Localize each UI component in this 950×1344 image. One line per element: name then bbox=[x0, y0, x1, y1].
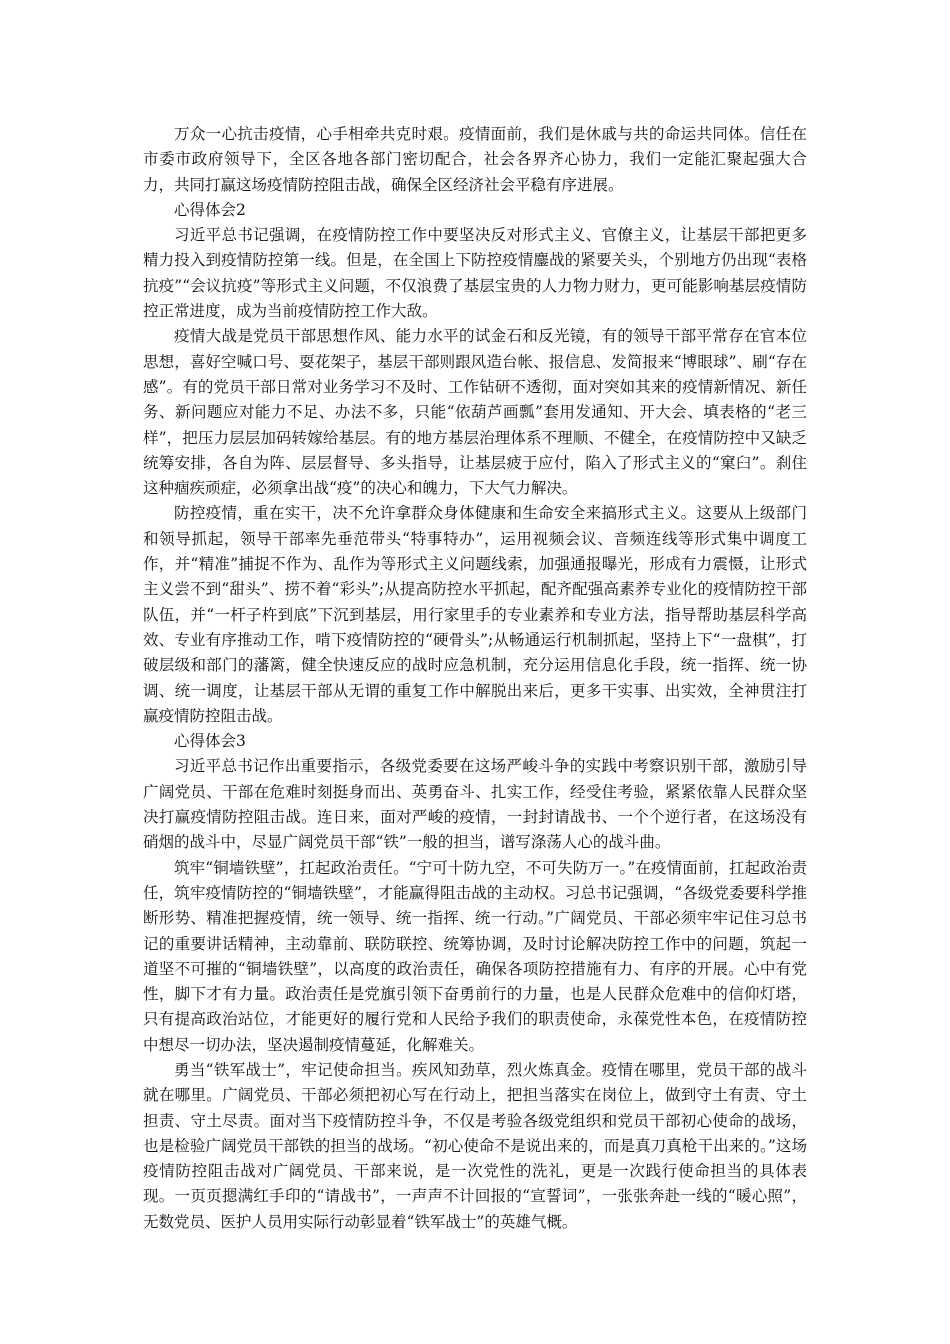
paragraph: 防控疫情，重在实干，决不允许拿群众身体健康和生命安全来搞形式主义。这要从上级部门和领导抓起，领导干部率先垂范带头“特事特办”，运用视频会议、音频连线等形式集中调度工作，并“精准”捕捉不作为、乱作为等形式主义问题线索，加强通报曝光，形成有力震慑，让形式主义尝不到“甜头”、捞不着“彩头”;从提高防控水平抓起，配齐配强高素养专业化的疫情防控干部队伍，并“一杆子杵到底”下沉到基层，用行家里手的专业素养和专业方法，指导帮助基层科学高效、专业有序推动工作，啃下疫情防控的“硬骨头”;从畅通运行机制抓起，坚持上下“一盘棋”，打破层级和部门的藩篱，健全快速反应的战时应急机制，充分运用信息化手段，统一指挥、统一协调、统一调度，让基层干部从无谓的重复工作中解脱出来后，更多干实事、出实效，全神贯注打赢疫情防控阻击战。 bbox=[143, 504, 807, 725]
paragraph: 筑牢“铜墙铁壁”，扛起政治责任。“宁可十防九空，不可失防万一。”在疫情面前，扛起政治责任，筑牢疫情防控的“铜墙铁壁”，才能赢得阻击战的主动权。习总书记强调，“各级党委要科学推断形势、精准把握疫情，统一领导、统一指挥、统一行动。”广阔党员、干部必须牢牢记住习总书记的重要讲话精神，主动靠前、联防联控、统筹协调，及时讨论解决防控工作中的问题，筑起一道坚不可摧的“铜墙铁壁”，以高度的政治责任，确保各项防控措施有力、有序的开展。心中有党性，脚下才有力量。政治责任是党旗引领下奋勇前行的力量，也是人民群众危难中的信仰灯塔，只有提高政治站位，才能更好的履行党和人民给予我们的职责使命，永葆党性本色，在疫情防控中想尽一切办法，坚决遏制疫情蔓延，化解难关。 bbox=[143, 858, 807, 1054]
paragraph: 万众一心抗击疫情，心手相牵共克时艰。疫情面前，我们是休戚与共的命运共同体。信任在市委市政府领导下，全区各地各部门密切配合，社会各界齐心协力，我们一定能汇聚起强大合力，共同打赢这场疫情防控阻击战，确保全区经济社会平稳有序进展。 bbox=[143, 125, 807, 194]
paragraph: 习近平总书记作出重要指示，各级党委要在这场严峻斗争的实践中考察识别干部，激励引导广阔党员、干部在危难时刻挺身而出、英勇奋斗、扎实工作，经受住考验，紧紧依靠人民群众坚决打赢疫情防控阻击战。连日来，面对严峻的疫情，一封封请战书、一个个逆行者，在这场没有硝烟的战斗中，尽显广阔党员干部“铁”一般的担当，谱写涤荡人心的战斗曲。 bbox=[143, 757, 807, 852]
document-body bbox=[143, 122, 807, 1235]
section-heading: 心得体会3 bbox=[174, 732, 246, 751]
paragraph: 疫情大战是党员干部思想作风、能力水平的试金石和反光镜，有的领导干部平常存在官本位思想，喜好空喊口号、耍花架子，基层干部则跟风造台帐、报信息、发简报来“博眼球”、刷“存在感”。有的党员干部日常对业务学习不及时、工作钻研不透彻，面对突如其来的疫情新情况、新任务、新问题应对能力不足、办法不多，只能“依葫芦画瓢”套用发通知、开大会、填表格的“老三样”，把压力层层加码转嫁给基层。有的地方基层治理体系不理顺、不健全，在疫情防控中又缺乏统筹安排，各自为阵、层层督导、多头指导，让基层疲于应付，陷入了形式主义的“窠臼”。刹住这种痼疾顽症，必须拿出战“疫”的决心和魄力，下大气力解决。 bbox=[143, 327, 807, 498]
paragraph: 习近平总书记强调，在疫情防控工作中要坚决反对形式主义、官僚主义，让基层干部把更多精力投入到疫情防控第一线。但是，在全国上下防控疫情鏖战的紧要关头，个别地方仍出现“表格抗疫”“会议抗疫”等形式主义问题，不仅浪费了基层宝贵的人力物力财力，更可能影响基层疫情防控正常进度，成为当前疫情防控工作大敌。 bbox=[143, 226, 807, 321]
section-heading: 心得体会2 bbox=[174, 200, 246, 219]
paragraph: 勇当“铁军战士”，牢记使命担当。疾风知劲草，烈火炼真金。疫情在哪里，党员干部的战斗就在哪里。广阔党员、干部必须把初心写在行动上，把担当落实在岗位上，做到守土有责、守土担责、守土尽责。面对当下疫情防控斗争，不仅是考验各级党组织和党员干部初心使命的战场，也是检验广阔党员干部铁的担当的战场。“初心使命不是说出来的，而是真刀真枪干出来的。”这场疫情防控阻击战对广阔党员、干部来说，是一次党性的洗礼，更是一次践行使命担当的具体表现。一页页摁满红手印的“请战书”，一声声不计回报的“宣誓词”，一张张奔赴一线的“暖心照”，无数党员、医护人员用实际行动彰显着“铁军战士”的英雄气概。 bbox=[143, 1060, 807, 1231]
